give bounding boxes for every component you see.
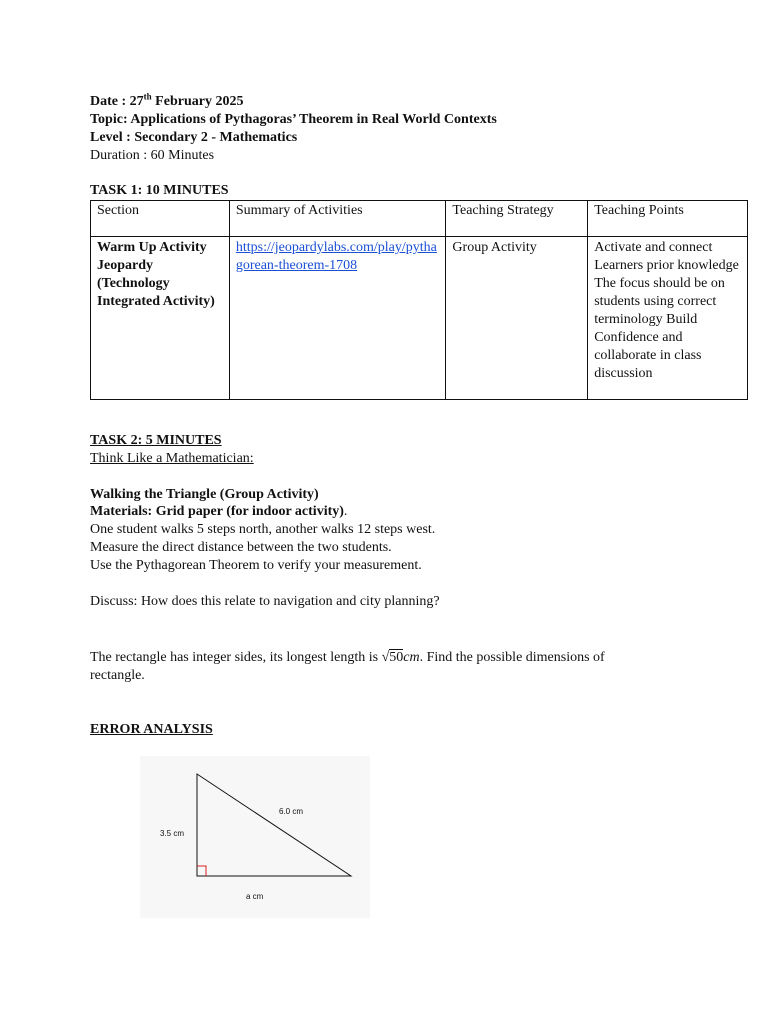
task2-subheading: Think Like a Mathematician: <box>90 451 254 466</box>
topic-line: Topic: Applications of Pythagoras’ Theorem in Real World Contexts <box>90 112 497 127</box>
activity-title: Walking the Triangle (Group Activity) <box>90 487 319 502</box>
discuss-line: Discuss: How does this relate to navigation and city planning? <box>90 594 440 609</box>
task1-table <box>90 200 748 400</box>
step-3: Use the Pythagorean Theorem to verify your measurement. <box>90 558 422 573</box>
column-header: Teaching Points <box>588 201 748 237</box>
sqrt-symbol: √ <box>381 650 390 665</box>
step-2: Measure the direct distance between the two students. <box>90 540 392 555</box>
column-header: Teaching Strategy <box>446 201 588 237</box>
date-line: Date : 27th February 2025 <box>90 91 244 109</box>
summary-cell <box>229 237 446 400</box>
materials-line: Materials: Grid paper (for indoor activity). <box>90 504 348 519</box>
jeopardy-link[interactable]: https://jeopardylabs.com/play/pythagorean-theorem-1708 <box>235 240 437 273</box>
duration-line: Duration : 60 Minutes <box>90 148 215 163</box>
strategy-cell: Group Activity <box>446 237 588 400</box>
error-analysis-heading: ERROR ANALYSIS <box>90 722 213 737</box>
column-header: Summary of Activities <box>229 201 446 237</box>
step-1: One student walks 5 steps north, another walks 12 steps west. <box>90 522 436 537</box>
section-cell: Warm Up Activity Jeopardy (Technology Integrated Activity) <box>91 237 230 400</box>
right-triangle-figure <box>140 756 370 918</box>
hypotenuse-label: 6.0 cm <box>279 807 304 816</box>
table-row <box>91 237 748 400</box>
column-header: Section <box>91 201 230 237</box>
level-line: Level : Secondary 2 - Mathematics <box>90 130 298 145</box>
task1-heading: TASK 1: 10 MINUTES <box>90 183 229 198</box>
rectangle-question: The rectangle has integer sides, its longest length is √50cm. Find the possible dimensions of <box>90 650 605 665</box>
task2-heading: TASK 2: 5 MINUTES <box>90 433 222 448</box>
teaching-points-cell: Activate and connect Learners prior knowledge The focus should be on students using correct terminology Build Confidence and collaborate in class discussion <box>588 237 748 400</box>
rectangle-question-line2: rectangle. <box>90 668 145 683</box>
table-header-row <box>91 201 748 237</box>
base-label: a cm <box>246 892 264 901</box>
vertical-side-label: 3.5 cm <box>160 829 185 838</box>
